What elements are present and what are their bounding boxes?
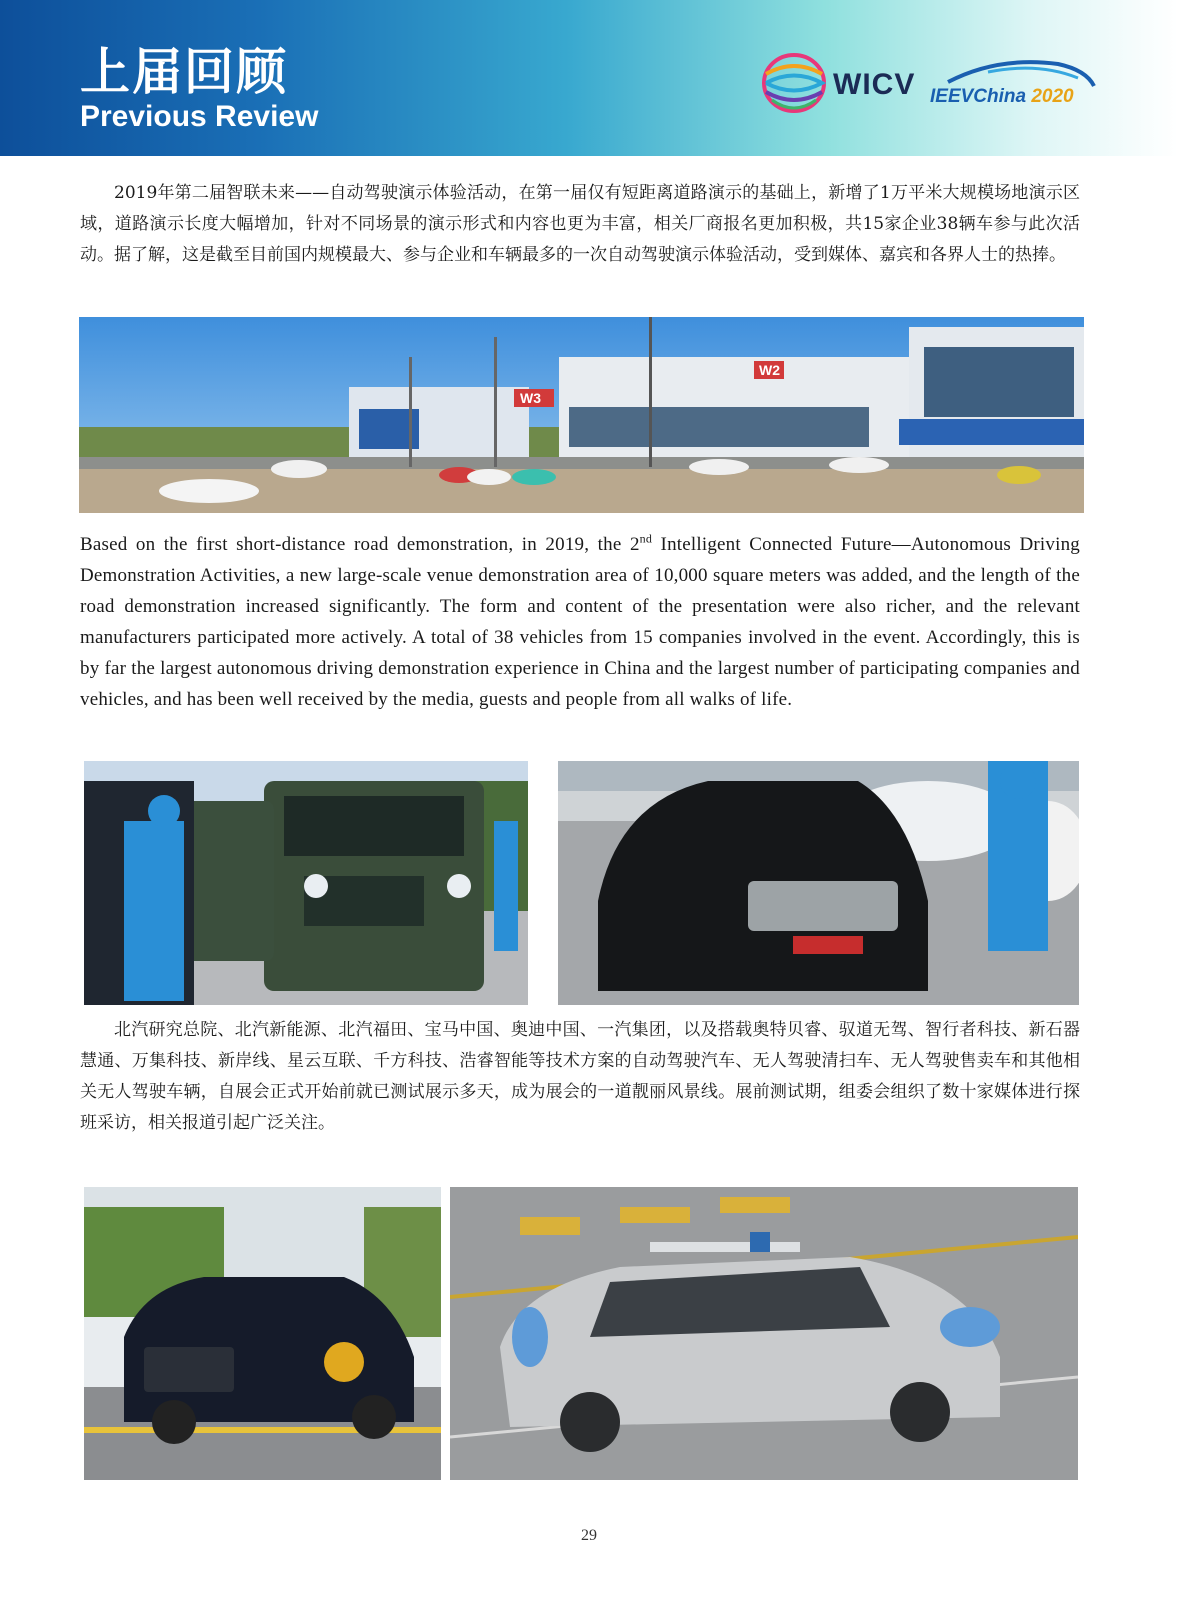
black-audi-suv-photo (84, 1187, 441, 1480)
participants-paragraph-cn: 北汽研究总院、北汽新能源、北汽福田、宝马中国、奥迪中国、一汽集团，以及搭载奥特贝睿、驭道无驾、智行者科技、新石器慧通、万集科技、新岸线、星云互联、千方科技、浩睿智能等技术方案的自动驾驶汽车、无人驾驶清扫车、无人驾驶售卖车和其他相关无人驾驶车辆，自展会正式开始前就已测试展示多天，成为展会的一道靓丽风景线。展前测试期，组委会组织了数十家媒体进行探班采访，相关报道引起广泛关注。 (80, 1020, 1080, 1133)
green-suv-convoy-photo (84, 761, 528, 1005)
venue-panorama-photo (79, 317, 1084, 513)
venue-sign-w3: W3 (520, 390, 541, 406)
intro-en-part-a: Based on the first short-distance road demonstration, in 2019, the 2 (80, 534, 640, 555)
page-title-en: Previous Review (80, 100, 319, 133)
page-title-cn: 上届回顾 (80, 43, 288, 101)
page-number: 29 (581, 1527, 597, 1544)
silver-autonomous-car-photo (450, 1187, 1078, 1480)
intro-paragraph-cn: 2019年第二届智联未来——自动驾驶演示体验活动，在第一届仅有短距离道路演示的基础上，新增了1万平米大规模场地演示区域，道路演示长度大幅增加，针对不同场景的演示形式和内容也更为丰富，相关厂商报名更加积极，共15家企业38辆车参与此次活动。据了解，这是截至目前国内规模最大、参与企业和车辆最多的一次自动驾驶演示体验活动，受到媒体、嘉宾和各界人士的热捧。 (80, 183, 1080, 265)
ieev-logo-year: 2020 (1031, 86, 1074, 107)
intro-en-part-b: Intelligent Connected Future—Autonomous Driving Demonstration Activities, a new large-scale venue demonstration area of 10,000 square meters was added, and the length of the road demonstration increased significantly. The form and content of the presentation were also richer, and the relevant manufacturers participated more actively. A total of 38 vehicles from 15 companies involved in the event. Accordingly, this is by far the largest autonomous driving demonstration experience in China and the largest number of participating companies and vehicles, and has been well received by the media, guests and people from all walks of life. (80, 534, 1080, 710)
venue-sign-w2: W2 (759, 362, 780, 378)
ieev-logo-main: IEEVChina (930, 86, 1027, 107)
intro-en-superscript: nd (639, 531, 653, 546)
wicv-logo-text: WICV (833, 68, 916, 101)
intro-paragraph-en (80, 529, 1080, 715)
black-sedan-photo (558, 761, 1079, 1005)
ieev-china-logo-text (930, 86, 1074, 108)
